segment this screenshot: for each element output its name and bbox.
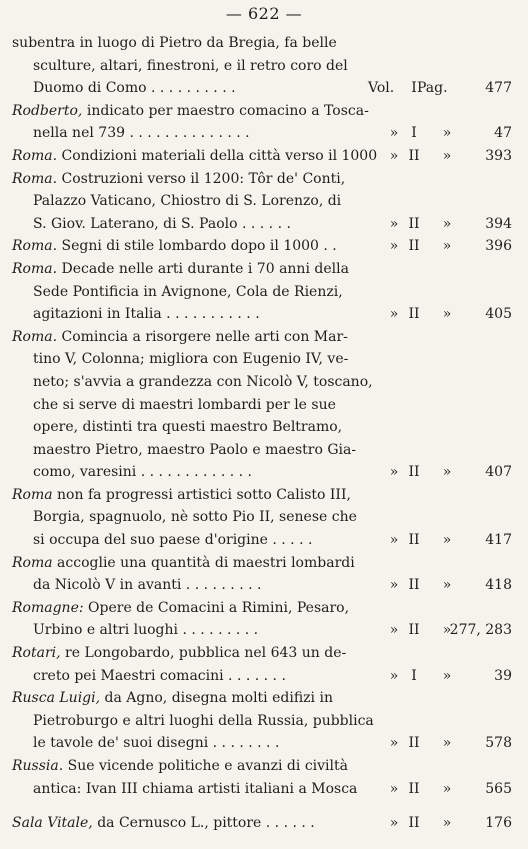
entry-heading: Rotari, — [12, 645, 61, 662]
entry-heading: Roma. — [12, 260, 58, 277]
entry-line — [0, 642, 528, 665]
page-reference: 477 — [485, 80, 512, 97]
entry-line-text: subentra in luogo di Pietro da Bregia, fa belle — [12, 35, 337, 51]
volume-label: » — [389, 532, 399, 549]
entry-line-text: sculture, altari, finestroni, e il retro coro del — [33, 57, 348, 74]
volume-number: II — [408, 577, 420, 594]
entry-heading: Roma. — [12, 147, 58, 164]
page-reference: 394 — [485, 215, 512, 232]
volume-label: » — [389, 622, 399, 639]
entry-line — [0, 732, 528, 755]
entry-text — [33, 710, 374, 733]
entry-line-text: Urbino e altri luoghi . . . . . . . . . — [33, 622, 259, 639]
entry-text — [12, 484, 351, 507]
volume-number: II — [408, 780, 420, 797]
entry-line — [0, 32, 528, 55]
volume-number: II — [408, 735, 420, 752]
entry-line — [0, 461, 528, 484]
entry-text — [33, 122, 250, 145]
page-number: — 622 — — [225, 4, 303, 23]
entry-text — [33, 778, 357, 801]
entry-line-text: da Cernusco L., pittore . . . . . . — [92, 815, 315, 832]
index-entry — [0, 597, 528, 642]
index-entry — [0, 168, 528, 236]
volume-label: » — [389, 464, 399, 481]
page-reference: 396 — [485, 238, 512, 255]
page-reference: 47 — [494, 125, 512, 142]
entry-line-text: Borgia, spagnuolo, nè sotto Pio II, senese che — [33, 509, 357, 526]
volume-number: II — [408, 238, 420, 255]
entry-line — [0, 55, 528, 78]
volume-label: » — [389, 780, 399, 797]
page-label: » — [442, 147, 452, 164]
entry-text — [12, 32, 337, 55]
entry-line — [0, 371, 528, 394]
page-reference: 405 — [485, 306, 512, 323]
page-label: » — [442, 306, 452, 323]
entry-line — [0, 190, 528, 213]
entry-text — [12, 687, 333, 710]
entry-line — [0, 619, 528, 642]
entry-line-text: Decade nelle arti durante i 70 anni della — [57, 260, 349, 277]
volume-label: » — [389, 238, 399, 255]
page-reference: 418 — [485, 577, 512, 594]
index-entry — [0, 100, 528, 145]
entry-line-text: Opere de Comacini a Rimini, Pesaro, — [83, 599, 350, 616]
entry-heading: Rusca Luigi, — [12, 690, 101, 707]
volume-label: » — [389, 306, 399, 323]
entry-text — [12, 100, 369, 123]
entry-line — [0, 394, 528, 417]
entry-text — [33, 461, 252, 484]
entry-line — [0, 303, 528, 326]
page-reference: 417 — [485, 532, 512, 549]
volume-number: II — [408, 622, 420, 639]
volume-label: » — [389, 735, 399, 752]
entry-line — [0, 326, 528, 349]
entry-line — [0, 145, 528, 168]
volume-label: Vol. — [368, 80, 395, 97]
entry-heading: Roma — [12, 486, 53, 503]
entry-heading: Roma — [12, 554, 53, 571]
entry-line — [0, 506, 528, 529]
entry-line-text: como, varesini . . . . . . . . . . . . . — [33, 464, 252, 481]
entry-heading: Roma. — [12, 238, 58, 255]
entry-text — [12, 812, 315, 835]
entry-text — [33, 303, 260, 326]
entry-line-text: neto; s'avvia a grandezza con Nicolò V, toscano, — [33, 373, 373, 390]
index-entry — [0, 642, 528, 687]
entry-line — [0, 416, 528, 439]
entry-text — [12, 552, 355, 575]
page-label: » — [442, 577, 452, 594]
entry-text — [12, 755, 348, 778]
entry-line-text: si occupa del suo paese d'origine . . . . . — [33, 532, 313, 549]
index-entry — [0, 755, 528, 800]
volume-number: I — [411, 80, 417, 97]
volume-number: II — [408, 215, 420, 232]
entry-text — [12, 642, 346, 665]
index-entry — [0, 32, 528, 100]
entry-text — [33, 529, 312, 552]
volume-number: I — [411, 125, 417, 142]
entry-line-text: agitazioni in Italia . . . . . . . . . . . — [33, 306, 260, 323]
entry-text — [33, 574, 261, 597]
entry-text — [33, 439, 356, 462]
page-label: » — [442, 532, 452, 549]
index-entry — [0, 484, 528, 552]
entry-text — [33, 281, 343, 304]
page-label: » — [442, 125, 452, 142]
entry-line-text: re Longobardo, pubblica nel 643 un de- — [60, 645, 347, 662]
entry-line — [0, 687, 528, 710]
index-entry — [0, 235, 528, 258]
entry-line-text: Pietroburgo e altri luoghi della Russia, pubblica — [33, 712, 374, 729]
entry-line-text: che si serve di maestri lombardi per le sue — [33, 396, 336, 413]
page-label: » — [442, 780, 452, 797]
index-entries — [0, 32, 528, 835]
volume-label: » — [389, 215, 399, 232]
volume-label: » — [389, 577, 399, 594]
volume-number: II — [408, 464, 420, 481]
page-label: » — [442, 735, 452, 752]
volume-label: » — [389, 815, 399, 832]
page-reference: 176 — [485, 815, 512, 832]
entry-line-text: Costruzioni verso il 1200: Tôr de' Conti, — [57, 170, 346, 187]
entry-text — [33, 371, 373, 394]
volume-number: II — [408, 815, 420, 832]
page-reference: 277, 283 — [449, 622, 512, 639]
page-label: » — [442, 622, 452, 639]
entry-line — [0, 100, 528, 123]
entry-line — [0, 168, 528, 191]
entry-text — [33, 506, 357, 529]
page-reference: 565 — [485, 780, 512, 797]
entry-line — [0, 529, 528, 552]
entry-line-text: Palazzo Vaticano, Chiostro di S. Lorenzo, di — [33, 193, 342, 210]
entry-line — [0, 574, 528, 597]
index-entry — [0, 552, 528, 597]
entry-text — [12, 326, 348, 349]
entry-line-text: Sede Pontificia in Avignone, Cola de Rienzi, — [33, 283, 343, 300]
entry-line — [0, 778, 528, 801]
entry-text — [33, 190, 341, 213]
entry-line — [0, 213, 528, 236]
entry-line-text: Segni di stile lombardo dopo il 1000 . . — [57, 238, 337, 255]
entry-line-text: Duomo di Como . . . . . . . . . . — [33, 80, 236, 97]
page-label: » — [442, 667, 452, 684]
entry-line — [0, 77, 528, 100]
page-reference: 39 — [494, 667, 512, 684]
entry-heading: Russia. — [12, 758, 64, 774]
page-label: » — [442, 215, 452, 232]
section-gap — [0, 800, 528, 812]
index-entry — [0, 812, 528, 835]
entry-text — [33, 213, 291, 236]
entry-heading: Rodberto, — [12, 102, 83, 119]
entry-line — [0, 235, 528, 258]
entry-text — [12, 597, 349, 620]
entry-line-text: creto pei Maestri comacini . . . . . . . — [33, 667, 286, 684]
entry-line — [0, 281, 528, 304]
entry-heading: Roma. — [12, 170, 58, 187]
entry-line — [0, 597, 528, 620]
entry-line-text: S. Giov. Laterano, di S. Paolo . . . . . . — [33, 215, 291, 232]
volume-label: » — [389, 125, 399, 142]
entry-heading: Romagne: — [12, 599, 84, 616]
volume-label: » — [389, 667, 399, 684]
index-entry — [0, 687, 528, 755]
page-label: » — [442, 464, 452, 481]
entry-line — [0, 348, 528, 371]
index-entry — [0, 258, 528, 326]
entry-line — [0, 665, 528, 688]
entry-line-text: non fa progressi artistici sotto Calisto III, — [52, 486, 351, 503]
volume-number: II — [408, 532, 420, 549]
entry-line-text: maestro Pietro, maestro Paolo e maestro Gia- — [33, 441, 357, 458]
entry-line-text: da Agno, disegna molti edifizi in — [100, 690, 333, 707]
index-entry — [0, 326, 528, 484]
entry-line-text: Sue vicende politiche e avanzi di civiltà — [63, 758, 348, 774]
entry-line-text: indicato per maestro comacino a Tosca- — [82, 102, 369, 119]
entry-line — [0, 755, 528, 778]
entry-text — [33, 416, 342, 439]
index-entry — [0, 145, 528, 168]
entry-heading: Roma. — [12, 328, 58, 345]
volume-number: I — [411, 667, 417, 684]
page-reference: 578 — [485, 735, 512, 752]
entry-text — [12, 168, 345, 191]
entry-line-text: le tavole de' suoi disegni . . . . . . . . — [33, 735, 280, 752]
entry-text — [33, 665, 286, 688]
volume-label: » — [389, 147, 399, 164]
entry-line-text: accoglie una quantità di maestri lombardi — [52, 554, 355, 571]
entry-text — [33, 394, 336, 417]
entry-line — [0, 552, 528, 575]
entry-line-text: nella nel 739 . . . . . . . . . . . . . . — [33, 125, 250, 142]
page-reference: 393 — [485, 147, 512, 164]
volume-number: II — [408, 147, 420, 164]
entry-line — [0, 439, 528, 462]
entry-text — [12, 145, 377, 168]
entry-line-text: tino V, Colonna; migliora con Eugenio IV, ve- — [33, 351, 349, 368]
entry-line — [0, 710, 528, 733]
entry-text — [33, 348, 348, 371]
entry-heading: Sala Vitale, — [12, 815, 93, 832]
entry-line-text: da Nicolò V in avanti . . . . . . . . . — [33, 577, 262, 594]
entry-line-text: Condizioni materiali della città verso il 1000 — [57, 147, 378, 164]
page-label: » — [442, 815, 452, 832]
entry-line-text: Comincia a risorgere nelle arti con Mar- — [57, 328, 348, 345]
entry-text — [12, 258, 349, 281]
entry-line — [0, 258, 528, 281]
entry-line — [0, 484, 528, 507]
entry-line-text: opere, distinti tra questi maestro Beltramo, — [33, 419, 343, 436]
page-label: Pag. — [417, 80, 448, 97]
entry-line — [0, 812, 528, 835]
entry-text — [12, 235, 337, 258]
volume-number: II — [408, 306, 420, 323]
entry-line — [0, 122, 528, 145]
page-label: » — [442, 238, 452, 255]
entry-text — [33, 619, 258, 642]
entry-text — [33, 732, 279, 755]
page-reference: 407 — [485, 464, 512, 481]
entry-line-text: antica: Ivan III chiama artisti italiani a Mosca — [33, 780, 358, 797]
entry-text — [33, 55, 348, 78]
entry-text — [33, 77, 236, 100]
